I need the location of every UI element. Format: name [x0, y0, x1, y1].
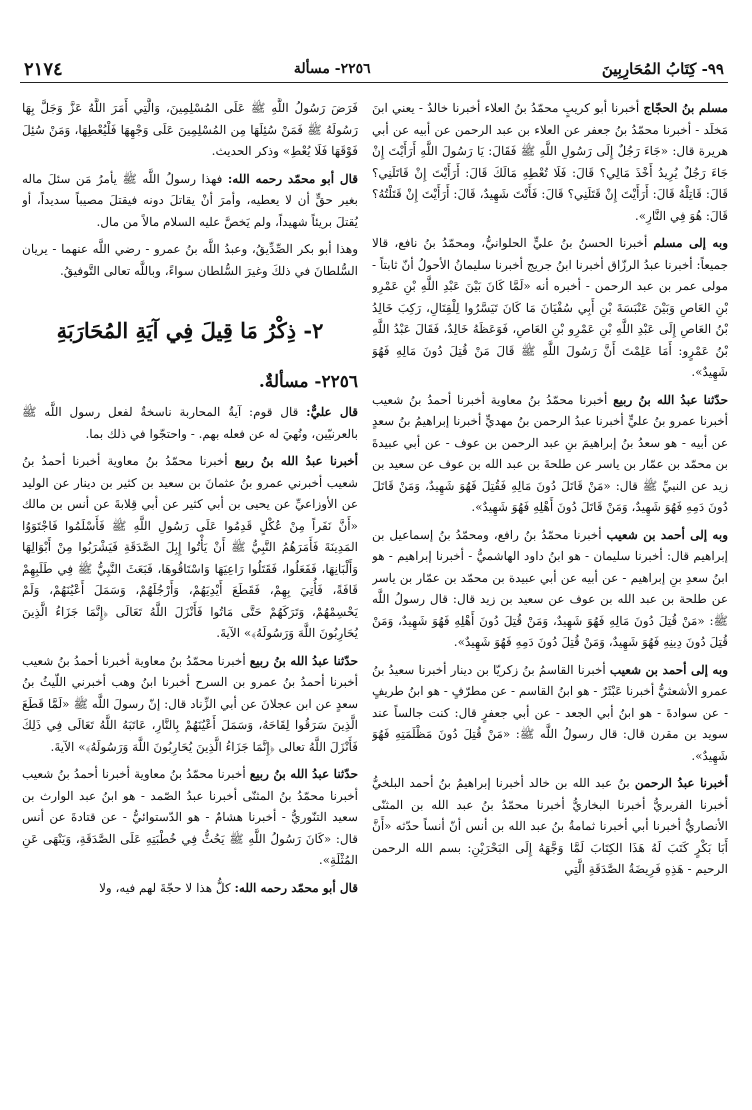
paragraph-lead: وبه إلى أحمد بن شعيب: [606, 527, 728, 542]
paragraph-lead: وبه إلى مسلم: [653, 236, 728, 250]
issue-title: ٢٢٥٦- مسألةٌ.: [258, 372, 358, 392]
paragraph-text: أخبرنا محمّدُ بنُ معاوية أخبرنا أحمدُ بنُ شعيب أخبرنا عمرو بنُ عليٍّ أخبرنا عبدُ الرحمن بنُ مهديٍّ أخبرنا إبراهيمُ بنُ سعدٍ عن أبيه - هو سعدُ بنُ إبراهيمَ بنِ عبد الرحمن بن عوف - عن أبي عبيدةَ بن محمّد بن عمّار بن ياسر عن طلحةَ بن عبد الله بن عوف عن سعيد بن زيد عن النبيِّ ﷺ قال: «مَنْ قَاتَلَ دُونَ مَالِهِ فَقُتِلَ فَهُوَ شَهِيدٌ، وَمَنْ قَاتَلَ دُونَ دَمِهِ فَهُوَ شَهِيدٌ، وَمَنْ قَاتَلَ دُونَ أَهْلِهِ فَهُوَ شَهِيدٌ».: [372, 392, 728, 514]
paragraph-text: أخبرنا أبو كريبٍ محمّدُ بنُ العلاء أخبرنا خالدٌ - يعني ابنَ مَخلَد - أخبرنا محمّدُ بنُ جعفر عن العلاء بن عبد الرحمن عن أبيه عن أبي هريرة قال: «جَاءَ رَجُلٌ إِلَى رَسُولِ اللَّهِ ﷺ فَقَالَ: يَا رَسُولَ اللَّهِ أَرَأَيْتَ إِنْ جَاءَ رَجُلٌ يُرِيدُ أَخْذَ مَالِي؟ قَالَ: فَلَا تُعْطِهِ مَالَكَ قَالَ: أَرَأَيْتَ إِنْ قَاتَلَنِي؟ قَالَ: قَاتِلْهُ قَالَ: أَرَأَيْتَ إِنْ قَتَلَنِي؟ قَالَ: فَأَنْتَ شَهِيدٌ، قَالَ: أَرَأَيْتَ إِنْ قَتَلْتُهُ؟ قَالَ: هُوَ فِي النَّارِ».: [372, 101, 728, 223]
page-header: [20, 56, 728, 83]
paragraph-lead: قال عليٌّ:: [306, 405, 358, 419]
paragraph-lead: حدّثنا عبدُ الله بنُ ربيع: [249, 653, 358, 668]
paragraph-text: بنُ عبد الله بن خالد أخبرنا إبراهيمُ بنُ أحمد البلخيُّ أخبرنا الفربريُّ أخبرنا البخاريُّ أخبرنا محمّدُ بنُ عبد الله بن المثنّى الأنصاريُّ أخبرنا أبي أخبرنا ثمامةُ بنُ عبد الله بن أنس أنّ أنساً حدّثه «أَنَّ أَبَا بَكْرٍ كَتَبَ لَهُ هَذَا الكِتَابَ لَمَّا وَجَّهَهُ إِلَى البَحْرَيْنِ: بسم الله الرحمن الرحيم - هَذِهِ فَرِيضَةُ الصَّدَقَةِ الَّتِي: [372, 776, 728, 876]
paragraph-text: أخبرنا محمّدُ بنُ معاوية أخبرنا أحمدُ بنُ شعيب أخبرنا محمّدُ بنُ المثنّى أخبرنا عبدُ الصّمد - هو ابنُ عبد الوارث بن سعيد التنّوريُّ - أخبرنا هشامٌ - هو الدّستوائيُّ - عن قتادةَ عن أنس قال: «كَانَ رَسُولُ اللَّهِ ﷺ يَحُثُّ فِي خُطْبَتِهِ عَلَى الصَّدَقَةِ، وَيَنْهَى عَنِ المُثْلَةِ».: [22, 767, 358, 867]
paragraph-lead: قال أبو محمّد رحمه الله:: [227, 171, 358, 186]
hadith-paragraph: [22, 764, 358, 872]
commentary-paragraph: [22, 402, 358, 445]
hadith-paragraph: [372, 660, 728, 768]
hadith-paragraph: [372, 233, 728, 384]
section-heading: ٢- ذِكْرُ مَا قِيلَ فِي آيَةِ المُحَارَبَةِ: [56, 318, 324, 343]
hadith-paragraph: [372, 98, 728, 227]
paragraph-text: فهذا رسولُ اللَّه ﷺ يأمرُ مَن سئلَ ماله بغير حقٍّ أن لا يعطيه، وأمرَ أنْ يقاتلَ دونه فيقتلَ مصيباً سديداً، أو يُقتلَ بريئاً شهيداً، ولم يَخصَّ عليه السلام مالاً من مال.: [22, 171, 358, 229]
commentary-paragraph: [22, 878, 358, 900]
paragraph-text: أخبرنا الحسنُ بنُ عليٍّ الحلوانيُّ، ومحمّدُ بنُ نافع، قالا جميعاً: أخبرنا عبدُ الرزّاق أخبرنا ابنُ جريج أخبرنا سليمانُ الأحولُ أنّ ثابتاً - مولى عمر بن عبد الرحمن - أخبره أنه «لَمَّا كَانَ بَيْنَ عَبْدِ اللَّهِ بْنِ عَمْرِو بْنِ العَاصِ وَبَيْنَ عَنْبَسَةَ بْنِ أَبِي سُفْيَانَ مَا كَانَ تَيَسَّرُوا لِلْقِتَالِ، رَكِبَ خَالِدُ بْنُ العَاصِ إِلَى عَبْدِ اللَّهِ بْنِ عَمْرِو بْنِ العَاصِ، فَوَعَظَهُ خَالِدٌ، فَقَالَ عَبْدُ اللَّهِ بْنُ عَمْرٍو: أَمَا عَلِمْتَ أَنَّ رَسُولَ اللَّهِ ﷺ قَالَ مَنْ قُتِلَ دُونَ مَالِهِ فَهُوَ شَهِيدٌ».: [372, 236, 728, 379]
continuation-paragraph: فَرَضَ رَسُولُ اللَّهِ ﷺ عَلَى المُسْلِمِينَ، وَالَّتِي أَمَرَ اللَّهُ عَزَّ وَجَلَّ بِهَا رَسُولَهُ ﷺ فَمَنْ سُئِلَهَا مِن المُسْلِمِينَ عَلَى وَجْهِهَا فَلْيُعْطِهَا، وَمَنْ سُئِلَ فَوْقَهَا فَلَا يُعْطِ» وذكر الحديث.: [22, 101, 358, 158]
paragraph-lead: أخبرنا عبدُ الله بنُ ربيع: [234, 454, 358, 468]
hadith-paragraph: [372, 773, 728, 881]
hadith-paragraph: [372, 390, 728, 519]
page-number: ٢١٧٤: [24, 58, 63, 80]
right-column: [372, 98, 728, 1098]
book-title: ٩٩- كِتَابُ المُحَارِبِينَ: [601, 60, 724, 78]
paragraph-lead: وبه إلى أحمد بن شعيب: [609, 662, 728, 677]
paragraph-lead: قال أبو محمّد رحمه الله:: [234, 880, 358, 895]
paragraph-lead: حدّثنا عبدُ الله بنُ ربيع: [249, 767, 358, 781]
paragraph-text: قال قوم: آيةُ المحاربة ناسخةٌ لفعل رسول اللَّه ﷺ بالعرنيّين، ونُهيَ له عن فعله بهم. - واحتجّوا في ذلك بما.: [22, 405, 358, 441]
issue-label: ٢٢٥٦- مسألة: [293, 61, 371, 77]
paragraph-lead: مسلم بنُ الحجّاج: [643, 101, 728, 115]
paragraph-lead: حدّثنا عبدُ الله بنُ ربيع: [613, 392, 728, 407]
commentary-paragraph: وهذا أبو بكر الصِّدِّيقُ، وعبدُ اللَّه بنُ عمرو - رضي اللَّه عنهما - يريان السُّلطانَ في ذلكَ وغيرَ السُّلطان سواءً، وباللَّه تعالى التَّوفيقُ.: [22, 242, 358, 278]
commentary-paragraph: [22, 169, 358, 234]
paragraph-text: أخبرنا محمّدُ بنُ معاوية أخبرنا أحمدُ بنُ شعيب أخبرني عمرو بنُ عثمانَ بن سعيد بن كثير بن دينار عن الوليد عن الأوزاعيِّ عن يحيى بن أبي كثير عن أبي قِلابةَ عن أنس بن مالك «أَنَّ نَفَراً مِنْ عُكْلٍ قَدِمُوا عَلَى رَسُولِ اللَّهِ ﷺ فَأَسْلَمُوا فَاجْتَوَوُا المَدِينَةَ فَأَمَرَهُمُ النَّبِيُّ ﷺ أَنْ يَأْتُوا إِبِلَ الصَّدَقَةِ فَيَشْرَبُوا مِنْ أَبْوَالِهَا وَأَلْبَانِهَا، فَفَعَلُوا، فَقَتَلُوا رَاعِيَهَا وَاسْتَاقُوهَا، فَبَعَثَ النَّبِيُّ ﷺ فِي طَلَبِهِمْ قَافَةً، فَأُتِيَ بِهِمْ، فَقَطَعَ أَيْدِيَهُمْ، وَأَرْجُلَهُمْ، وَسَمَلَ أَعْيُنَهُمْ، وَلَمْ يَحْسِمْهُمْ، وَتَرَكَهُمْ حَتَّى مَاتُوا فَأَنْزَلَ اللَّهُ تَعَالَى ﴿إِنَّمَا جَزَاءُ الَّذِينَ يُحَارِبُونَ اللَّهَ وَرَسُولَهُ﴾» الآيةَ.: [22, 454, 358, 640]
hadith-paragraph: [22, 451, 358, 645]
paragraph-text: أخبرنا القاسمُ بنُ زكريّا بن دينار أخبرنا سعيدُ بنُ عمرو الأشعثيُّ أخبرنا عَبْثَرٌ - هو ابنُ القاسم - عن مطرّفٍ - هو ابنُ طريفٍ - عن سوادةَ - هو ابنُ أبي الجعد - عن أبي جعفرٍ قال: كنت جالساً عند سويد بن مقرن قال: قال رسولُ اللَّه ﷺ: «مَنْ قُتِلَ دُونَ مَظْلَمَتِهِ فَهُوَ شَهِيدٌ».: [372, 662, 728, 763]
hadith-paragraph: [22, 651, 358, 759]
paragraph-lead: أخبرنا عبدُ الرحمن: [634, 776, 728, 790]
left-column: [22, 98, 358, 1098]
paragraph-text: أخبرنا محمّدُ بنُ رافع، ومحمّدُ بنُ إسماعيل بن إبراهيم قال: أخبرنا سليمان - هو ابنُ داود الهاشميُّ - أخبرنا إبراهيم - هو ابنُ سعدِ بنِ إبراهيم - عن أبيه عن أبي عبيدة بن محمّد بن عمّار بن ياسر عن طلحة بن عبد الله بن عوف عن سعيد بن زيد قال: قال رسولُ اللَّه ﷺ: «مَنْ قُتِلَ دُونَ مَالِهِ فَهُوَ شَهِيدٌ، وَمَنْ قُتِلَ دُونَ أَهْلِهِ فَهُوَ شَهِيدٌ، وَمَنْ قُتِلَ دُونَ دِينِهِ فَهُوَ شَهِيدٌ، وَمَنْ قُتِلَ دُونَ دَمِهِ فَهُوَ شَهِيدٌ».: [372, 527, 728, 649]
paragraph-text: أخبرنا محمّدُ بنُ معاوية أخبرنا أحمدُ بنُ شعيب أخبرنا أحمدُ بنُ عمرو بن السرح أخبرنا ابنُ وهب أخبرني اللّيثُ بنُ سعدٍ عن ابن عجلانَ عن أبي الزِّناد قال: إنّ رسولَ اللَّه ﷺ «لَمَّا قَطَعَ الَّذِينَ سَرَقُوا لِقَاحَهُ، وَسَمَلَ أَعْيُنَهُمْ بِالنَّارِ، عَاتَبَهُ اللَّهُ تَعَالَى فِي ذَلِكَ فَأَنْزَلَ اللَّهُ تعالى ﴿إِنَّمَا جَزَاءُ الَّذِينَ يُحَارِبُونَ اللَّهَ وَرَسُولَهُ﴾» الآيةَ.: [22, 653, 358, 754]
hadith-paragraph: [372, 525, 728, 654]
paragraph-text: كلُّ هذا لا حجّةَ لهم فيه، ولا: [99, 880, 231, 895]
